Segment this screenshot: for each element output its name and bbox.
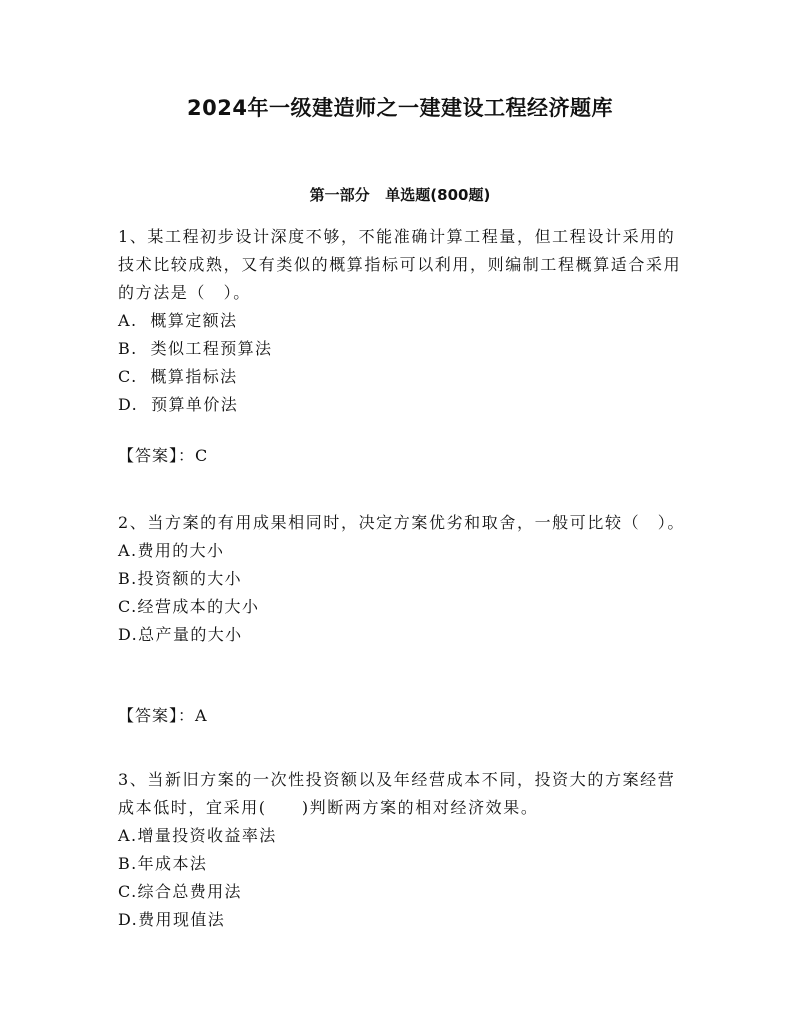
question-stem: 3、当新旧方案的一次性投资额以及年经营成本不同，投资大的方案经营成本低时，宜采用( )判断两方案的相对经济效果。 (118, 770, 676, 817)
question-1 (118, 223, 688, 419)
question-option-c: C.经营成本的大小 (118, 597, 260, 616)
question-stem: 1、某工程初步设计深度不够，不能准确计算工程量，但工程设计采用的技术比较成熟，又有类似的概算指标可以利用，则编制工程概算适合采用的方法是（ ）。 (118, 227, 682, 302)
question-option-a: A.费用的大小 (118, 541, 225, 560)
question-option-d: D.费用现值法 (118, 910, 226, 929)
question-stem: 2、当方案的有用成果相同时，决定方案优劣和取舍，一般可比较（ ）。 (118, 513, 685, 532)
question-option-c: C.综合总费用法 (118, 882, 242, 901)
question-option-d: D.总产量的大小 (118, 625, 243, 644)
answer-2: 【答案】：A (118, 706, 208, 725)
question-option-a: A.增量投资收益率法 (118, 826, 277, 845)
question-option-b: B.投资额的大小 (118, 569, 243, 588)
question-2 (118, 509, 688, 649)
section-title: 第一部分 单选题(800题) (309, 186, 491, 204)
document-title: 2024年一级建造师之一建建设工程经济题库 (187, 96, 613, 120)
question-option-b: B. 类似工程预算法 (118, 339, 273, 358)
question-option-a: A. 概算定额法 (118, 311, 238, 330)
question-option-c: C. 概算指标法 (118, 367, 238, 386)
question-3 (118, 766, 688, 934)
answer-1: 【答案】：C (118, 446, 209, 465)
question-option-d: D. 预算单价法 (118, 395, 239, 414)
question-option-b: B.年成本法 (118, 854, 208, 873)
